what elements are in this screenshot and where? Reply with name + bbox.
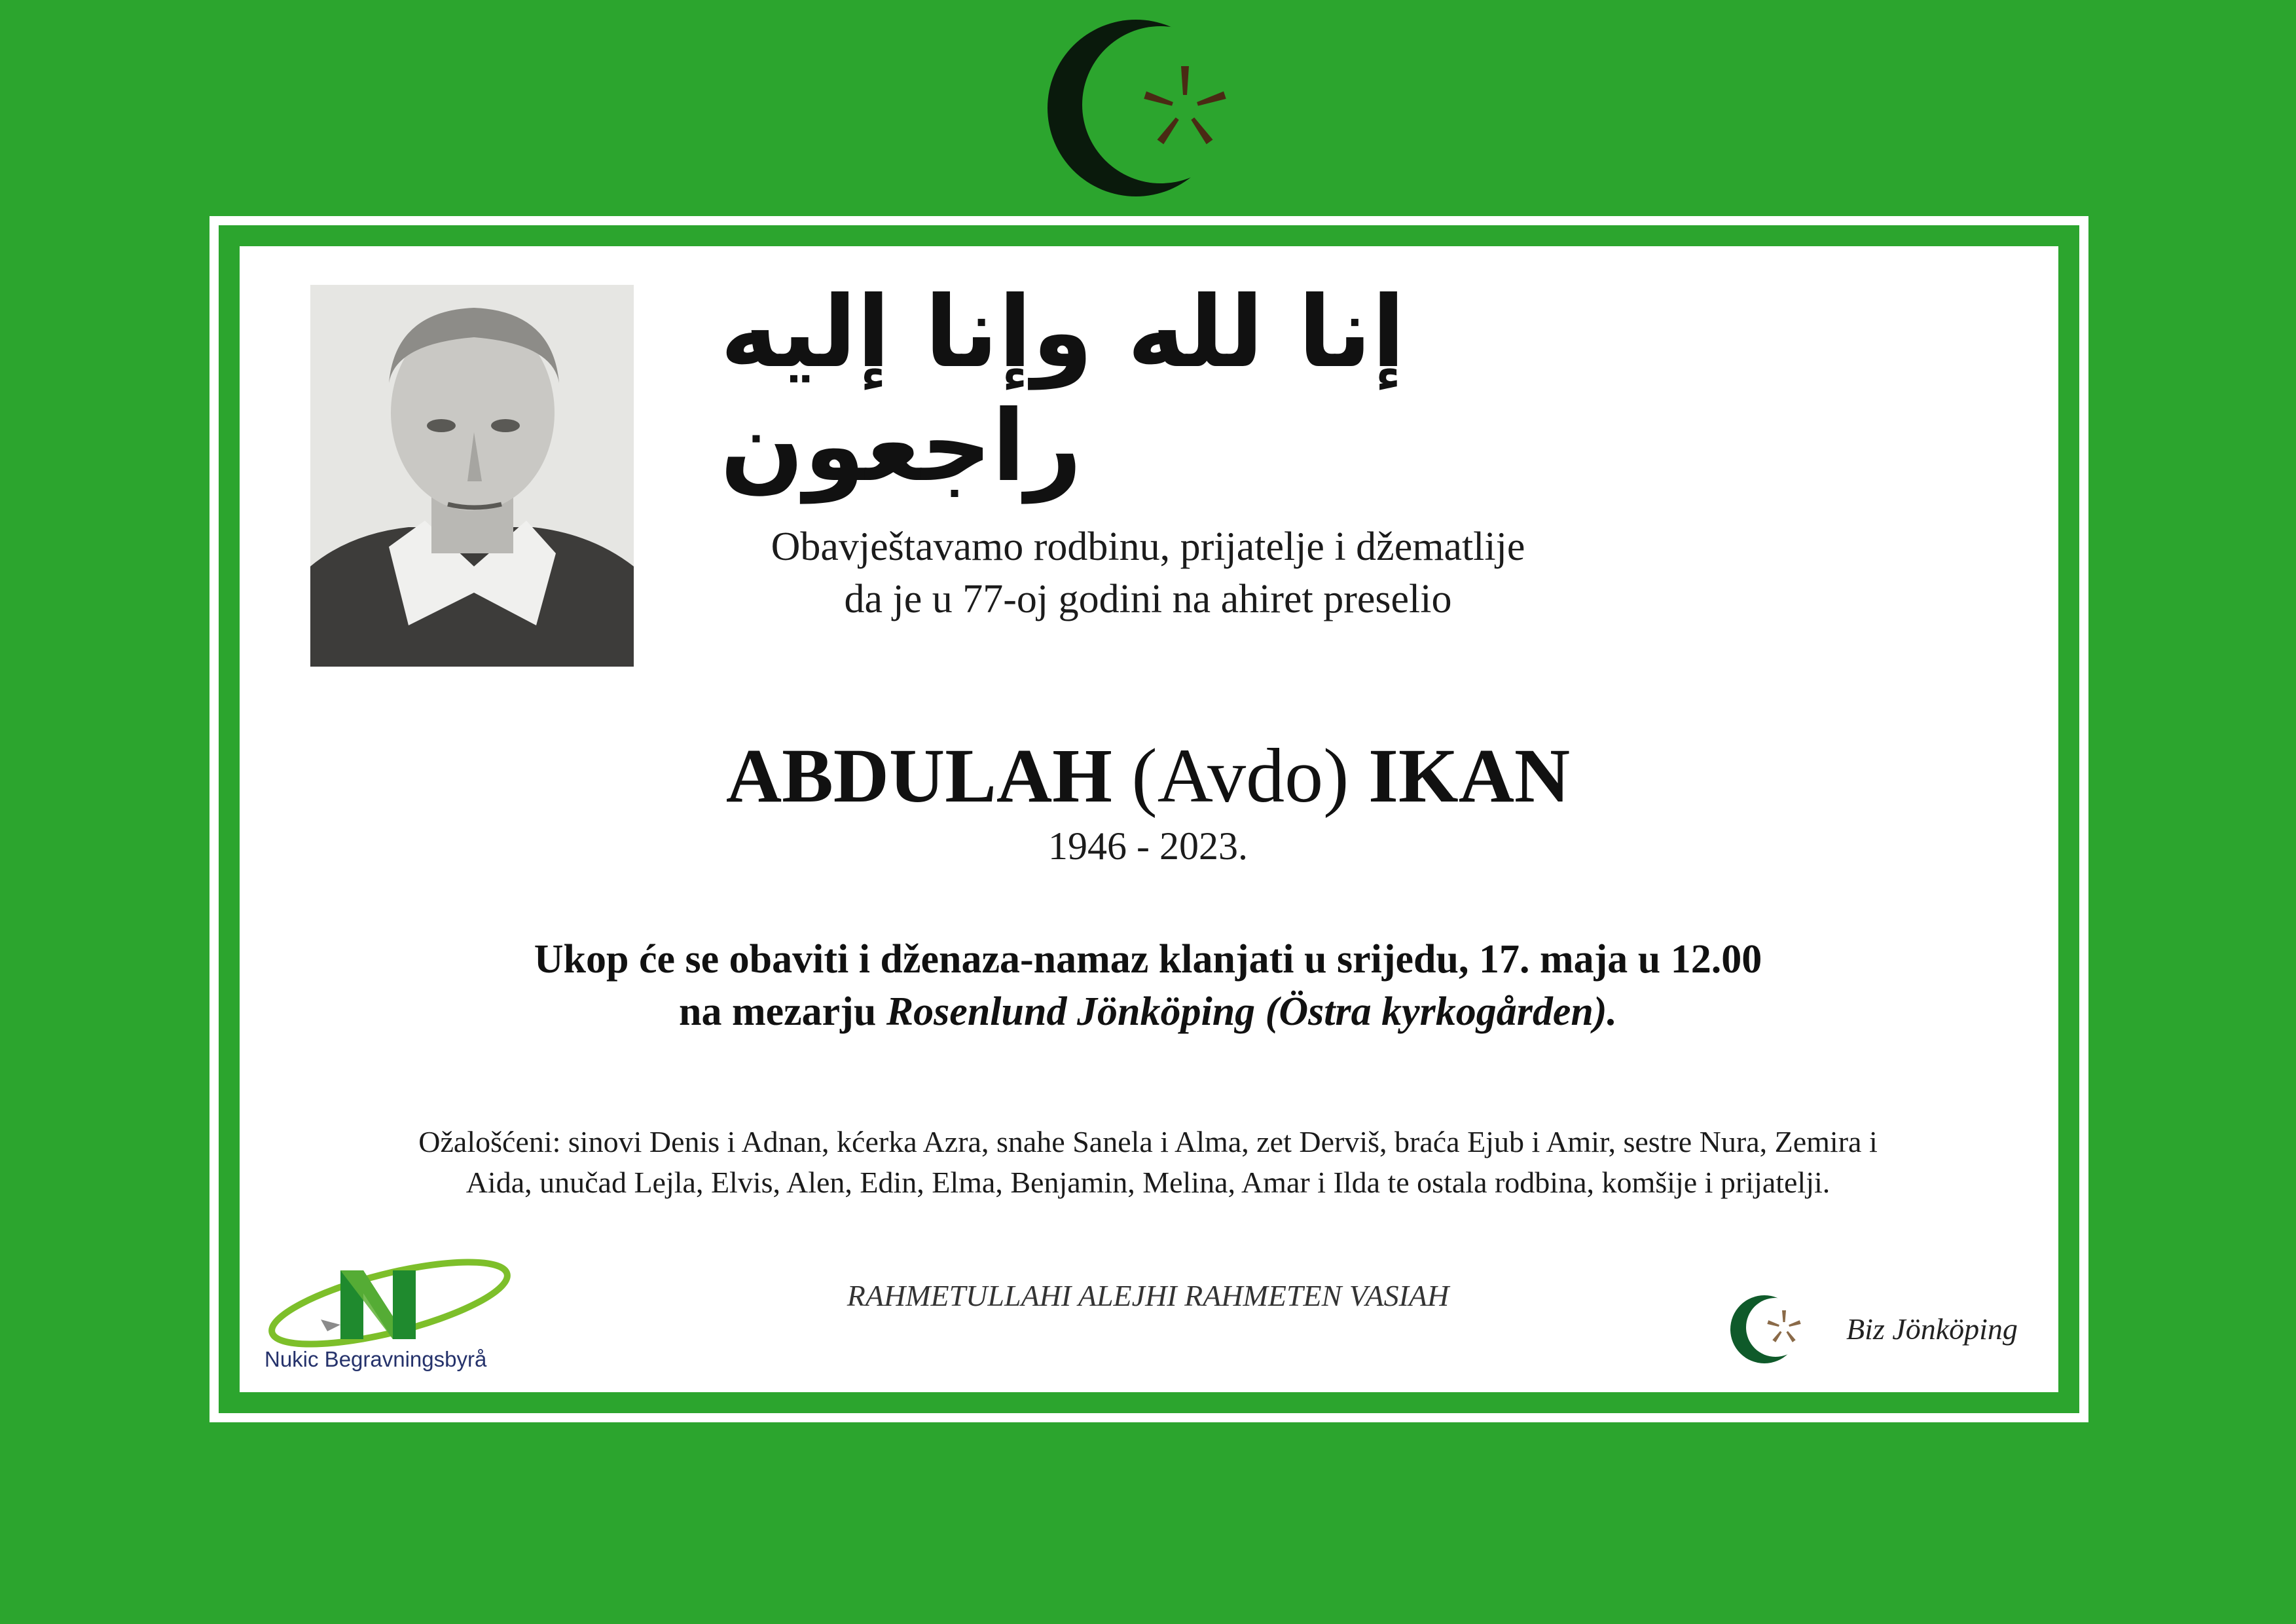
crescent-star-icon (1044, 20, 1234, 203)
intro-line-1: Obavještavamo rodbinu, prijatelje i džematlije (771, 525, 1525, 569)
funeral-home-name: Nukic Begravningsbyrå (264, 1347, 487, 1371)
burial-line-1: Ukop će se obaviti i dženaza-namaz klanjati u srijedu, 17. maja u 12.00 (534, 937, 1762, 982)
mourners-line-2: Aida, unučad Lejla, Elvis, Alen, Edin, Elma, Benjamin, Melina, Amar i Ilda te ostala rodbina, komšije i prijatelji. (465, 1166, 1831, 1199)
burial-prefix: na mezarju (679, 989, 886, 1034)
community-logo (1728, 1293, 2095, 1372)
burial-info (0, 933, 2296, 1038)
community-name: Biz Jönköping (1846, 1312, 2018, 1346)
burial-line-2 (0, 986, 2296, 1038)
nukic-logo-icon (262, 1254, 524, 1352)
nickname: (Avdo) (1131, 733, 1349, 819)
arabic-phrase: إنا لله وإنا إليه راجعون (720, 276, 1406, 504)
burial-place: Rosenlund Jönköping (Östra kyrkogården). (886, 989, 1617, 1034)
deceased-name (0, 733, 2296, 819)
intro-line-2: da je u 77-oj godini na ahiret preselio (844, 577, 1452, 621)
closing-prayer: RAHMETULLAHI ALEJHI RAHMETEN VASIAH (847, 1279, 1449, 1312)
life-years: 1946 - 2023. (1048, 824, 1248, 868)
last-name: IKAN (1368, 733, 1571, 819)
first-name: ABDULAH (725, 733, 1112, 819)
intro-text (0, 521, 2296, 625)
mourners-line-1: Ožalošćeni: sinovi Denis i Adnan, kćerka Azra, snahe Sanela i Alma, zet Derviš, braća Ejub i Amir, sestre Nura, Zemira i (418, 1125, 1878, 1158)
funeral-home-logo (262, 1254, 524, 1378)
arabic-inscription (720, 276, 1584, 504)
mourners-list (0, 1122, 2296, 1203)
small-crescent-star-icon (1728, 1293, 1827, 1365)
